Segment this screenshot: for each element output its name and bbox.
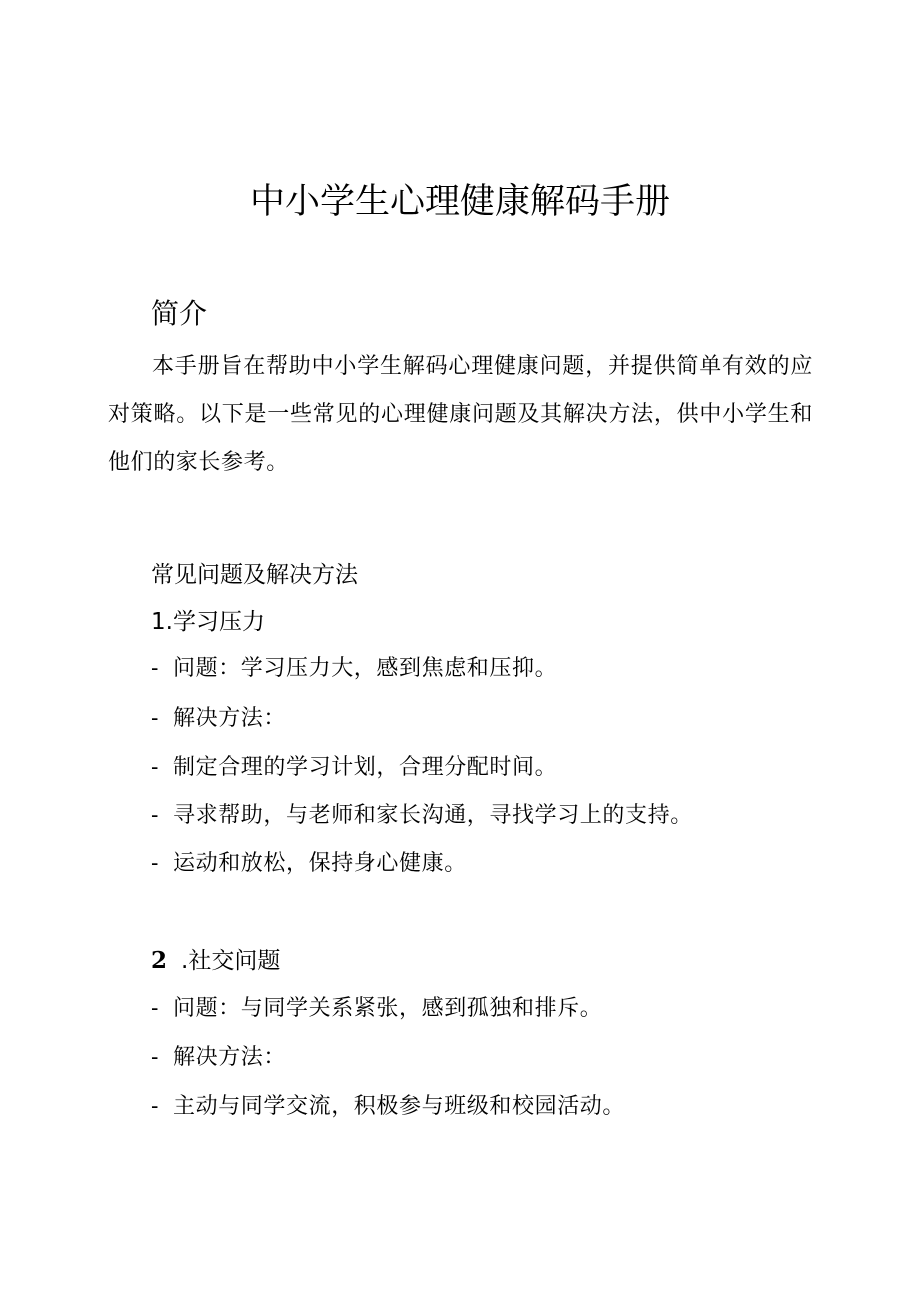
list-item: [151, 849, 467, 879]
bullet-marker: -: [151, 851, 160, 876]
list-item-text: 运动和放松，保持身心健康。: [173, 851, 467, 876]
list-item: [151, 753, 557, 783]
list-item-text: 解决方法：: [173, 1045, 287, 1070]
list-item-text: 问题：与同学关系紧张，感到孤独和排斥。: [173, 996, 603, 1021]
intro-paragraph: 本手册旨在帮助中小学生解码心理健康问题，并提供简单有效的应对策略。以下是一些常见的心理健康问题及其解决方法，供中小学生和他们的家长参考。: [108, 354, 813, 475]
list-item: [151, 1043, 286, 1073]
list-item-text: 寻求帮助，与老师和家长沟通，寻找学习上的支持。: [173, 803, 693, 828]
bullet-marker: -: [151, 803, 160, 828]
list-item: [151, 1092, 625, 1122]
intro-heading: 简介: [151, 297, 208, 330]
list-item-text: 制定合理的学习计划，合理分配时间。: [173, 755, 558, 780]
list-item-text: 主动与同学交流，积极参与班级和校园活动。: [173, 1094, 626, 1119]
document-title: 中小学生心理健康解码手册: [249, 182, 670, 222]
list-item: [151, 654, 557, 684]
bullet-marker: -: [151, 755, 160, 780]
item-2-number: 2: [151, 947, 168, 974]
list-item-text: 解决方法：: [173, 706, 287, 731]
item-2-heading-text: .社交问题: [181, 948, 281, 974]
section-heading: 常见问题及解决方法: [151, 562, 358, 588]
list-item-text: 问题：学习压力大，感到焦虑和压抑。: [173, 656, 558, 681]
bullet-marker: -: [151, 1045, 160, 1070]
bullet-marker: -: [151, 996, 160, 1021]
bullet-marker: -: [151, 1094, 160, 1119]
list-item: [151, 994, 602, 1024]
list-item: [151, 704, 286, 734]
item-2-heading: [151, 946, 280, 976]
item-1-heading: 1.学习压力: [151, 609, 265, 635]
bullet-marker: -: [151, 706, 160, 731]
list-item: [151, 801, 693, 831]
bullet-marker: -: [151, 656, 160, 681]
